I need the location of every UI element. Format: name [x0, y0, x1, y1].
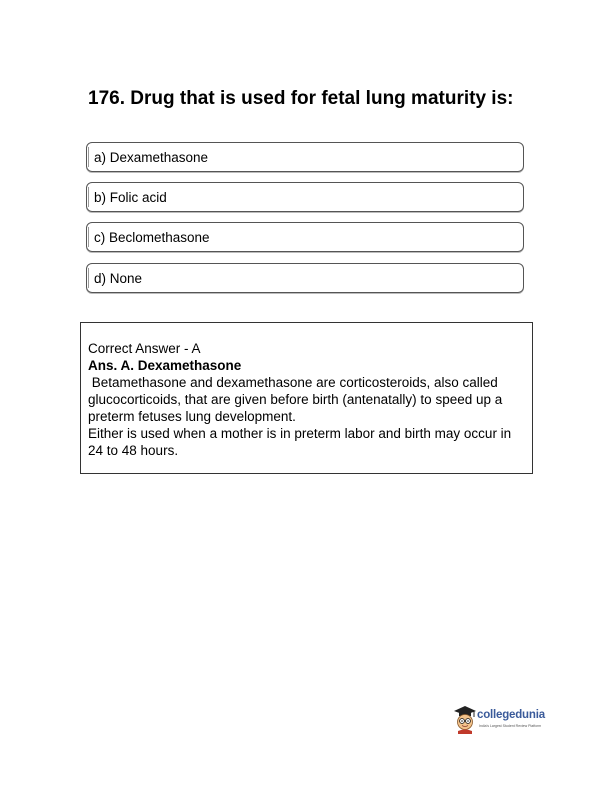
option-a-label: a) Dexamethasone	[94, 150, 209, 165]
question-number: 176.	[88, 88, 125, 109]
option-c-label: c) Beclomethasone	[94, 230, 210, 245]
correct-answer-line: Correct Answer - A	[88, 341, 201, 356]
logo-tagline: India's Largest Student Review Platform	[479, 724, 542, 728]
question-heading	[88, 88, 518, 110]
option-a[interactable]	[86, 142, 524, 172]
mascot-icon	[452, 704, 478, 734]
option-b[interactable]	[86, 182, 524, 212]
option-b-label: b) Folic acid	[94, 190, 167, 205]
question-text: Drug that is used for fetal lung maturity is:	[130, 88, 514, 109]
logo-name: collegedunia	[477, 709, 545, 721]
explanation-paragraph-1: Betamethasone and dexamethasone are corticosteroids, also called glucocorticoids, that are given before birth (antenatally) to speed up a preterm fetuses lung development.	[88, 375, 507, 424]
option-d-label: d) None	[94, 271, 143, 286]
answer-explanation-box	[80, 322, 533, 474]
collegedunia-logo	[452, 704, 548, 736]
answer-heading: Ans. A. Dexamethasone	[88, 358, 242, 373]
option-c[interactable]	[86, 222, 524, 252]
explanation-paragraph-2: Either is used when a mother is in preterm labor and birth may occur in 24 to 48 hours.	[88, 426, 512, 458]
option-d[interactable]	[86, 263, 524, 293]
